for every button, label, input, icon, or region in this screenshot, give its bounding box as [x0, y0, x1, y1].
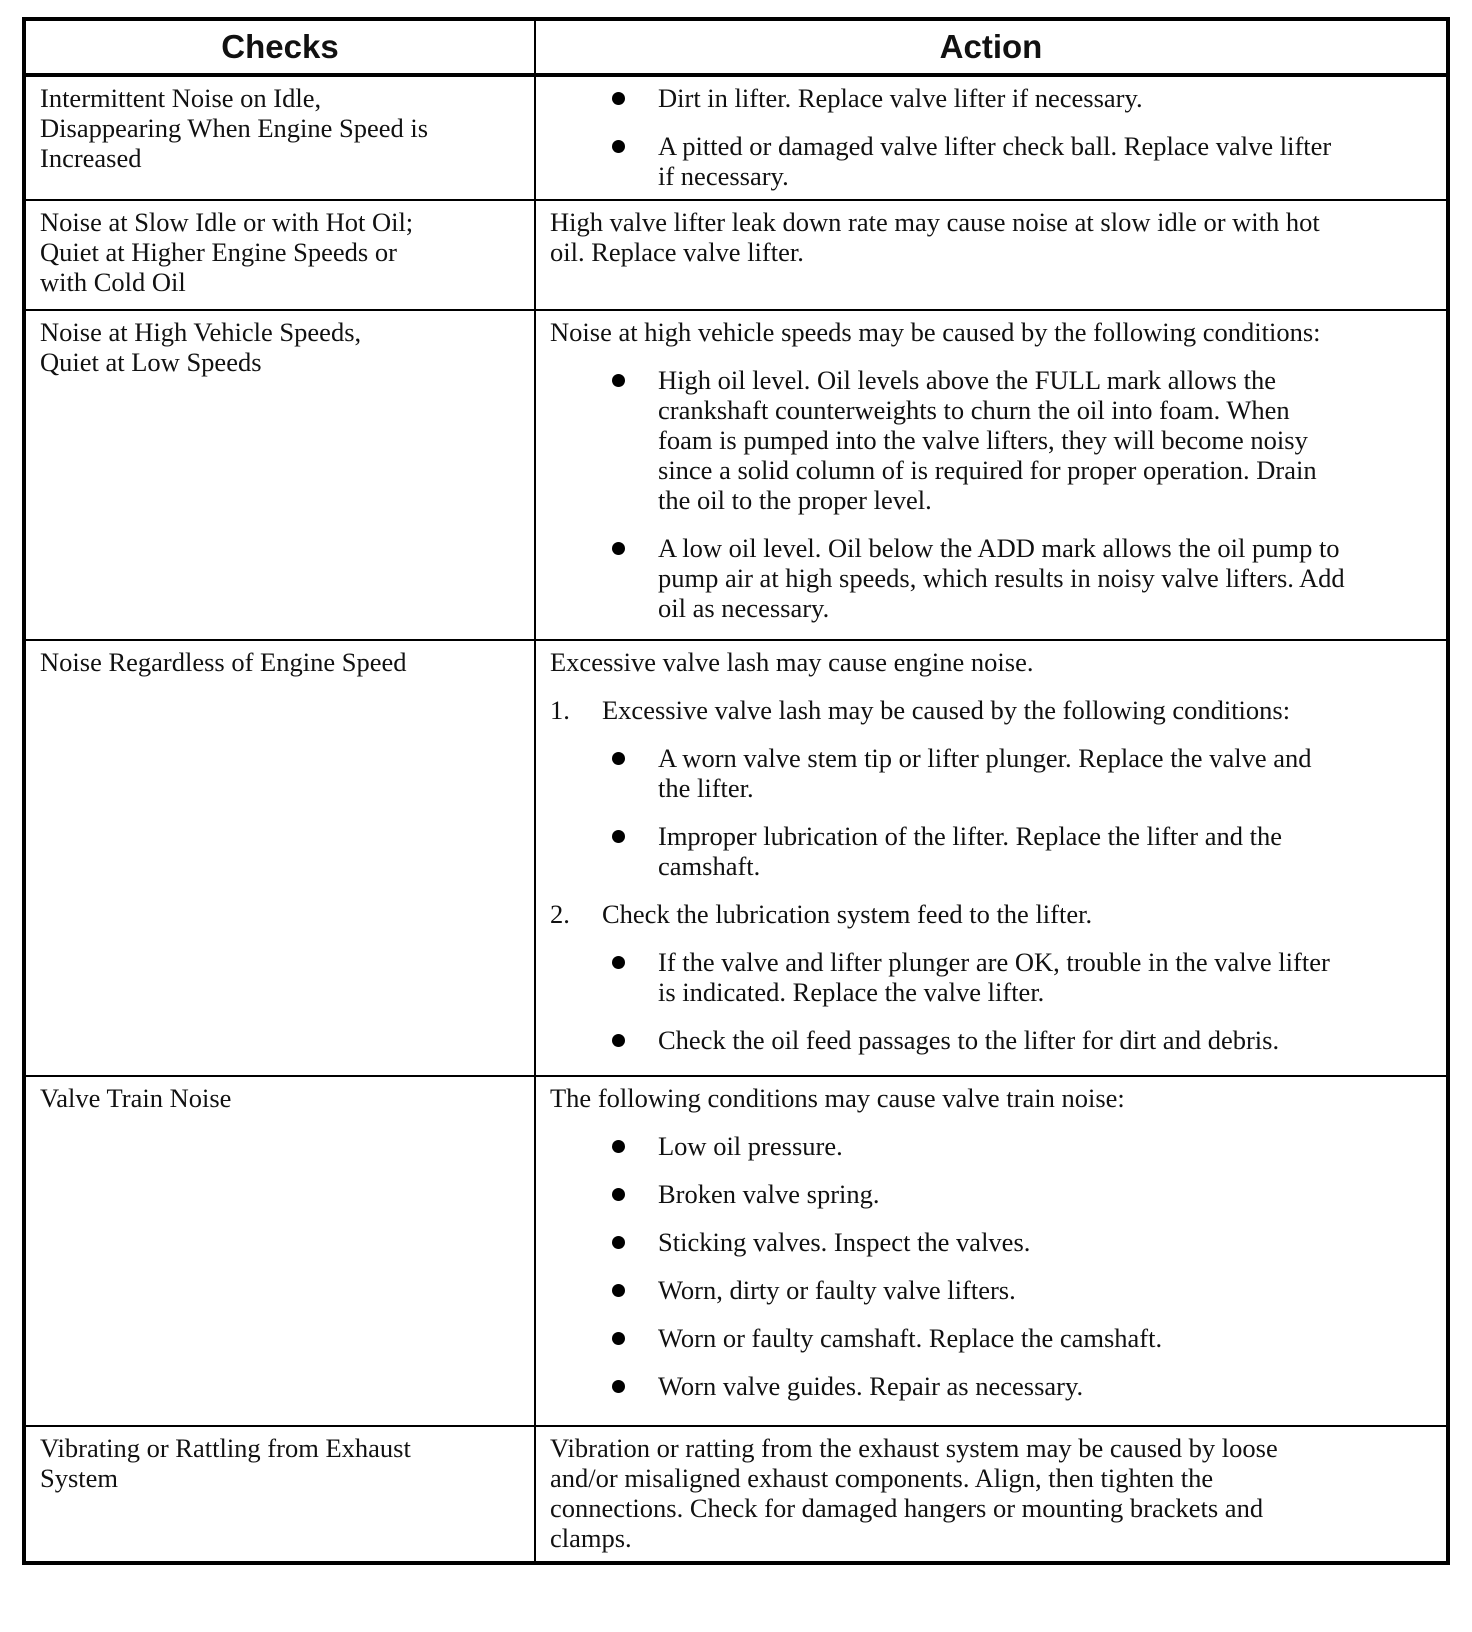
check-text: Intermittent Noise on Idle,	[40, 83, 322, 113]
bullet-text: the oil to the proper level.	[658, 485, 932, 515]
check-text: with Cold Oil	[40, 267, 186, 297]
bullet-item	[550, 1179, 1432, 1209]
bullet-icon	[612, 1284, 625, 1297]
bullet-icon	[612, 1034, 625, 1047]
bullet-text: Broken valve spring.	[658, 1179, 880, 1209]
table-row	[24, 75, 1448, 200]
bullet-icon	[612, 1236, 625, 1249]
action-text: High valve lifter leak down rate may cause noise at slow idle or with hot	[550, 207, 1320, 237]
bullet-text: A worn valve stem tip or lifter plunger. Replace the valve and	[658, 743, 1312, 773]
bullet-text: Dirt in lifter. Replace valve lifter if necessary.	[658, 83, 1143, 113]
check-cell	[24, 640, 535, 1076]
action-intro: The following conditions may cause valve train noise:	[550, 1083, 1125, 1113]
bullet-item	[550, 1371, 1432, 1401]
table-row	[24, 1076, 1448, 1426]
bullet-icon	[612, 1332, 625, 1345]
bullet-item	[550, 365, 1432, 515]
bullet-text: if necessary.	[658, 161, 789, 191]
bullet-text: oil as necessary.	[658, 593, 830, 623]
check-text: Quiet at Low Speeds	[40, 347, 262, 377]
bullet-icon	[612, 140, 625, 153]
bullet-item	[550, 1323, 1432, 1353]
bullet-item	[550, 743, 1432, 803]
action-cell	[535, 310, 1448, 640]
header-row	[24, 19, 1448, 75]
bullet-item	[550, 533, 1432, 623]
bullet-item	[550, 1025, 1432, 1055]
action-cell	[535, 1426, 1448, 1563]
check-cell	[24, 1426, 535, 1563]
bullet-icon	[612, 542, 625, 555]
step-text: Excessive valve lash may be caused by the following conditions:	[602, 695, 1291, 725]
action-text: connections. Check for damaged hangers or mounting brackets and	[550, 1493, 1264, 1523]
bullet-icon	[612, 1140, 625, 1153]
bullet-text: Worn or faulty camshaft. Replace the camshaft.	[658, 1323, 1163, 1353]
bullet-text: A pitted or damaged valve lifter check ball. Replace valve lifter	[658, 131, 1332, 161]
check-text: Quiet at Higher Engine Speeds or	[40, 237, 397, 267]
check-cell	[24, 310, 535, 640]
check-cell	[24, 75, 535, 200]
bullet-item	[550, 1227, 1432, 1257]
bullet-item	[550, 1131, 1432, 1161]
table-row	[24, 200, 1448, 310]
action-intro: Noise at high vehicle speeds may be caused by the following conditions:	[550, 317, 1321, 347]
check-text: Vibrating or Rattling from Exhaust	[40, 1433, 411, 1463]
bullet-text: If the valve and lifter plunger are OK, trouble in the valve lifter	[658, 947, 1330, 977]
bullet-text: Low oil pressure.	[658, 1131, 843, 1161]
checks-header: Checks	[24, 19, 535, 75]
action-cell	[535, 1076, 1448, 1426]
bullet-item	[550, 131, 1432, 191]
table-row	[24, 1426, 1448, 1563]
check-text: Increased	[40, 143, 142, 173]
diagnosis-table	[22, 17, 1450, 1565]
bullet-text: A low oil level. Oil below the ADD mark allows the oil pump to	[658, 533, 1340, 563]
check-text: Noise at Slow Idle or with Hot Oil;	[40, 207, 414, 237]
bullet-text: Worn, dirty or faulty valve lifters.	[658, 1275, 1016, 1305]
step-number: 2.	[550, 899, 570, 929]
bullet-item	[550, 947, 1432, 1007]
step-number: 1.	[550, 695, 570, 725]
bullet-icon	[612, 92, 625, 105]
check-text: Noise at High Vehicle Speeds,	[40, 317, 362, 347]
bullet-text: foam is pumped into the valve lifters, they will become noisy	[658, 425, 1308, 455]
action-intro: Excessive valve lash may cause engine noise.	[550, 647, 1034, 677]
bullet-text: the lifter.	[658, 773, 754, 803]
bullet-item	[550, 1275, 1432, 1305]
bullet-item	[550, 821, 1432, 881]
bullet-text: High oil level. Oil levels above the FULL mark allows the	[658, 365, 1276, 395]
bullet-text: Sticking valves. Inspect the valves.	[658, 1227, 1031, 1257]
bullet-text: Worn valve guides. Repair as necessary.	[658, 1371, 1084, 1401]
action-text: clamps.	[550, 1523, 632, 1553]
check-text: Valve Train Noise	[40, 1083, 232, 1113]
bullet-text: camshaft.	[658, 851, 761, 881]
check-cell	[24, 1076, 535, 1426]
bullet-item	[550, 83, 1432, 113]
numbered-step	[550, 899, 1432, 929]
bullet-icon	[612, 956, 625, 969]
bullet-text: since a solid column of is required for proper operation. Drain	[658, 455, 1317, 485]
bullet-icon	[612, 1188, 625, 1201]
check-cell	[24, 200, 535, 310]
check-text: Noise Regardless of Engine Speed	[40, 647, 407, 677]
bullet-text: Check the oil feed passages to the lifter for dirt and debris.	[658, 1025, 1280, 1055]
bullet-icon	[612, 830, 625, 843]
action-text: Vibration or ratting from the exhaust system may be caused by loose	[550, 1433, 1278, 1463]
action-cell	[535, 640, 1448, 1076]
action-cell	[535, 75, 1448, 200]
action-header: Action	[535, 19, 1448, 75]
bullet-text: Improper lubrication of the lifter. Replace the lifter and the	[658, 821, 1282, 851]
bullet-text: pump air at high speeds, which results in noisy valve lifters. Add	[658, 563, 1345, 593]
table-row	[24, 310, 1448, 640]
bullet-icon	[612, 374, 625, 387]
check-text: Disappearing When Engine Speed is	[40, 113, 429, 143]
table-row	[24, 640, 1448, 1076]
action-text: oil. Replace valve lifter.	[550, 237, 804, 267]
action-text: and/or misaligned exhaust components. Align, then tighten the	[550, 1463, 1214, 1493]
step-text: Check the lubrication system feed to the lifter.	[602, 899, 1093, 929]
bullet-text: is indicated. Replace the valve lifter.	[658, 977, 1045, 1007]
bullet-icon	[612, 1380, 625, 1393]
numbered-step	[550, 695, 1432, 725]
action-cell	[535, 200, 1448, 310]
check-text: System	[40, 1463, 119, 1493]
bullet-text: crankshaft counterweights to churn the oil into foam. When	[658, 395, 1290, 425]
bullet-icon	[612, 752, 625, 765]
